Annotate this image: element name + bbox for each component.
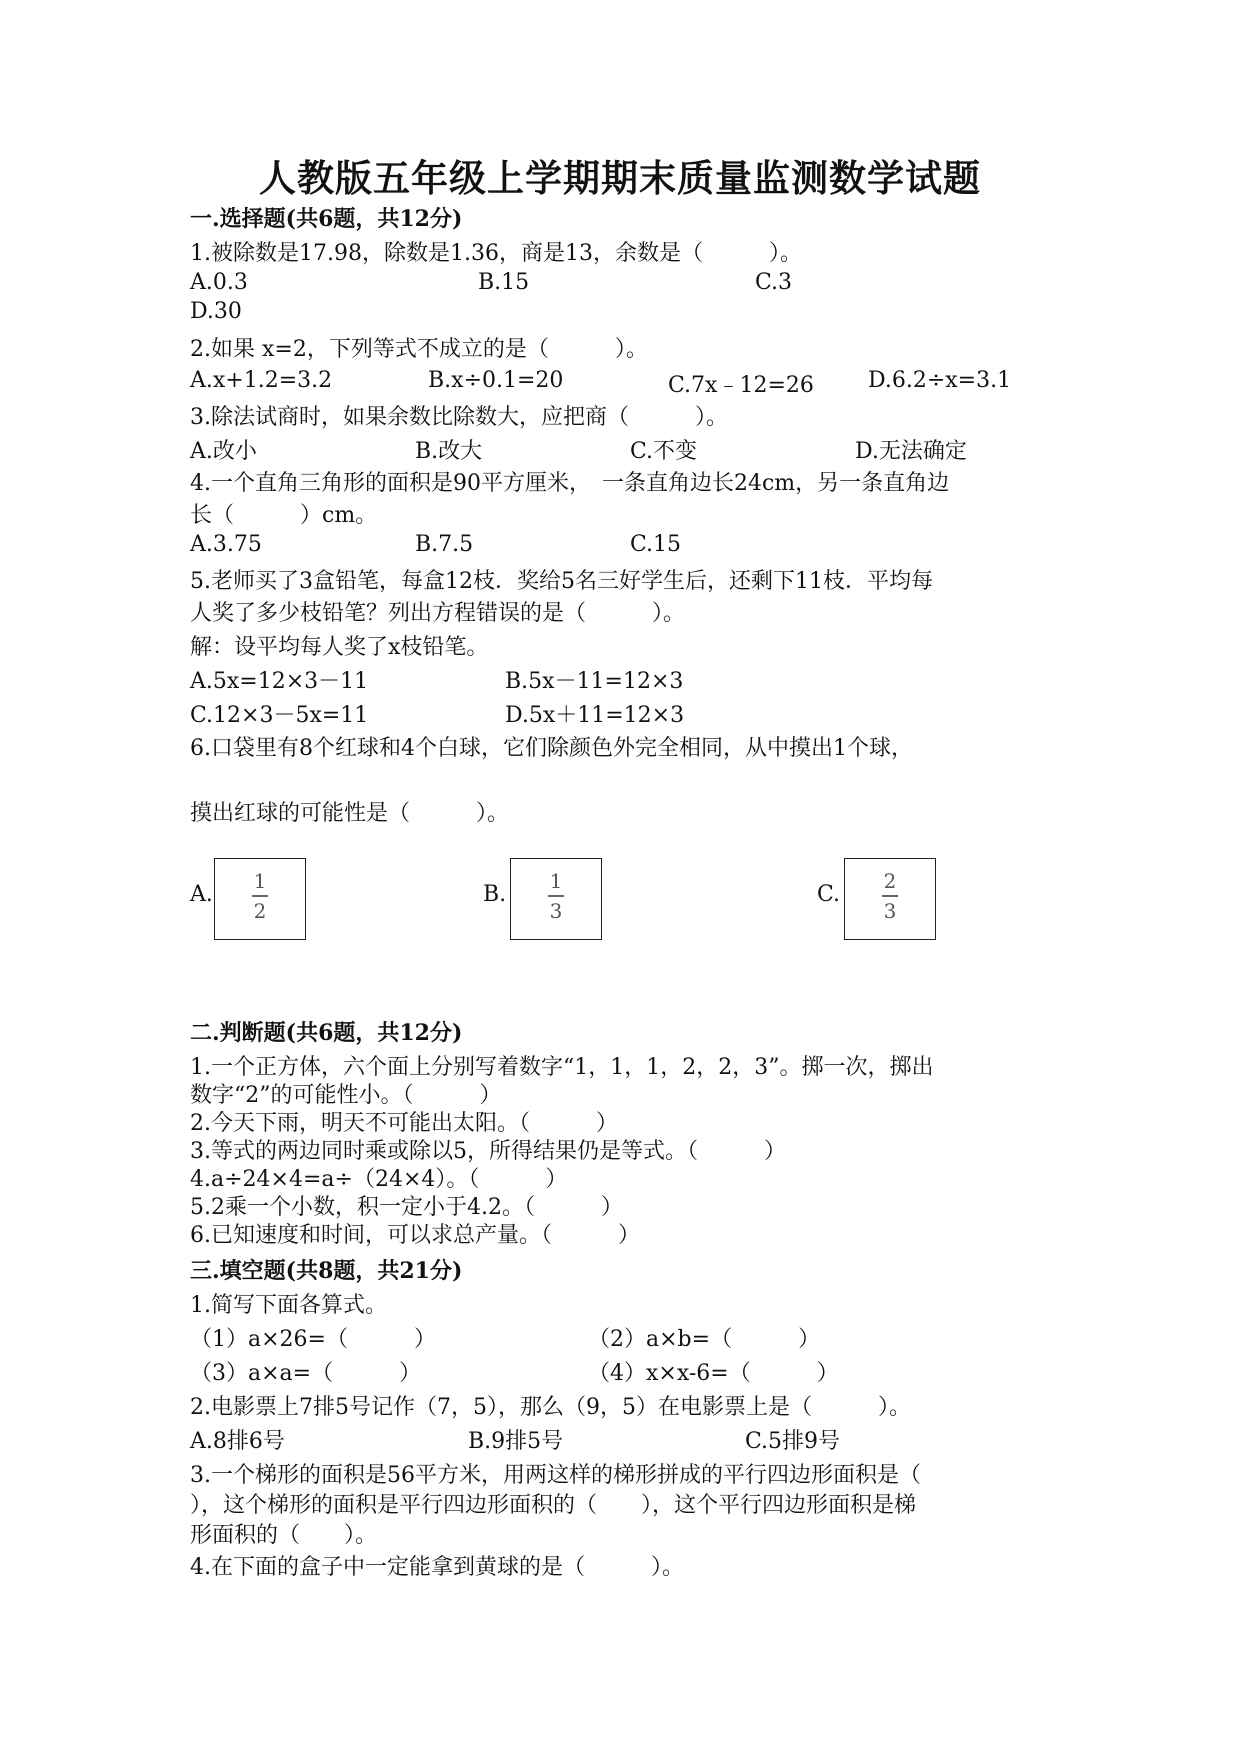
fill-question-4-stem: 4.在下面的盒子中一定能拿到黄球的是（ ）。 — [190, 1555, 684, 1580]
q6-option-b-label: B. — [483, 882, 507, 907]
judgement-line: 数字“2”的可能性小。（ ） — [190, 1083, 502, 1108]
judgement-line: 6.已知速度和时间，可以求总产量。（ ） — [190, 1223, 640, 1248]
judgement-line: 4.a÷24×4=a÷（24×4）。（ ） — [190, 1167, 568, 1192]
q2-option-d: D.6.2÷x=3.1 — [868, 368, 1012, 393]
q6-option-c-fraction-box — [844, 858, 936, 940]
fill-q2-option-b: B.9排5号 — [468, 1429, 564, 1454]
q2-option-b: B.x÷0.1=20 — [428, 368, 564, 393]
question-3-stem: 3.除法试商时，如果余数比除数大，应把商（ ）。 — [190, 405, 728, 430]
fill-question-1-stem: 1.简写下面各算式。 — [190, 1293, 387, 1318]
fraction-denominator: 3 — [883, 898, 897, 923]
q3-option-d: D.无法确定 — [855, 439, 967, 464]
judgement-line: 3.等式的两边同时乘或除以5，所得结果仍是等式。（ ） — [190, 1139, 786, 1164]
question-4-stem-line2: 长（ ）cm。 — [190, 503, 378, 528]
fraction-denominator: 3 — [549, 898, 563, 923]
q1-option-b: B.15 — [478, 270, 530, 295]
fill-q2-option-c: C.5排9号 — [745, 1429, 841, 1454]
question-2-stem: 2.如果 x=2，下列等式不成立的是（ ）。 — [190, 337, 648, 362]
question-4-stem-line1: 4.一个直角三角形的面积是90平方厘米， 一条直角边长24cm，另一条直角边 — [190, 471, 950, 496]
question-6-stem-line2: 摸出红球的可能性是（ ）。 — [190, 801, 510, 826]
fill-q1-item-1: （1）a×26=（ ） — [190, 1327, 436, 1352]
fill-q2-option-a: A.8排6号 — [190, 1429, 285, 1454]
q4-option-a: A.3.75 — [190, 532, 262, 557]
fill-question-3-line: ），这个梯形的面积是平行四边形面积的（ ），这个平行四边形面积是梯 — [190, 1493, 917, 1518]
q6-option-a-fraction-box — [214, 858, 306, 940]
section-heading-choice: 一.选择题(共6题，共12分) — [190, 206, 463, 232]
q6-option-c-label: C. — [817, 882, 841, 907]
q1-option-d: D.30 — [190, 299, 242, 324]
judgement-line: 1.一个正方体，六个面上分别写着数字“1，1，1，2，2，3”。掷一次，掷出 — [190, 1055, 934, 1080]
fill-question-3-line: 形面积的（ ）。 — [190, 1523, 378, 1548]
fraction-bar — [882, 895, 898, 897]
fill-q1-item-2: （2）a×b=（ ） — [588, 1327, 821, 1352]
fill-question-3-line: 3.一个梯形的面积是56平方米，用两这样的梯形拼成的平行四边形面积是（ — [190, 1463, 921, 1488]
fraction-denominator: 2 — [253, 898, 267, 923]
q2-option-a: A.x+1.2=3.2 — [190, 368, 333, 393]
question-1-stem: 1.被除数是17.98，除数是1.36，商是13，余数是（ ）。 — [190, 241, 802, 266]
judgement-line: 5.2乘一个小数，积一定小于4.2。（ ） — [190, 1195, 623, 1220]
fraction-numerator: 2 — [883, 869, 897, 893]
question-5-stem-line1: 5.老师买了3盒铅笔，每盒12枝．奖给5名三好学生后，还剩下11枝．平均每 — [190, 569, 933, 594]
section-heading-fill-blank: 三.填空题(共8题，共21分) — [190, 1258, 463, 1284]
q1-option-a: A.0.3 — [190, 270, 248, 295]
fill-question-2-stem: 2.电影票上7排5号记作（7，5），那么（9，5）在电影票上是（ ）。 — [190, 1395, 911, 1420]
question-5-stem-line2: 人奖了多少枝铅笔？列出方程错误的是（ ）。 — [190, 601, 686, 626]
q5-option-b: B.5x－11=12×3 — [505, 669, 684, 694]
q6-option-b-fraction-box — [510, 858, 602, 940]
section-heading-judgement: 二.判断题(共6题，共12分) — [190, 1020, 463, 1046]
fraction-numerator: 1 — [549, 869, 563, 893]
q3-option-a: A.改小 — [190, 439, 257, 464]
q4-option-c: C.15 — [630, 532, 682, 557]
page-title: 人教版五年级上学期期末质量监测数学试题 — [259, 156, 981, 200]
judgement-line: 2.今天下雨，明天不可能出太阳。（ ） — [190, 1111, 618, 1136]
question-5-solution: 解：设平均每人奖了x枝铅笔。 — [190, 635, 489, 660]
q2-option-c: C.7x﹣12=26 — [668, 373, 814, 398]
fraction-bar — [252, 895, 268, 897]
q4-option-b: B.7.5 — [415, 532, 474, 557]
q5-option-c: C.12×3－5x=11 — [190, 703, 369, 728]
q3-option-c: C.不变 — [630, 439, 698, 464]
question-6-stem-line1: 6.口袋里有8个红球和4个白球，它们除颜色外完全相同，从中摸出1个球， — [190, 736, 913, 761]
q5-option-a: A.5x=12×3－11 — [190, 669, 369, 694]
fraction-numerator: 1 — [253, 869, 267, 893]
fill-q1-item-4: （4）x×x-6=（ ） — [588, 1361, 839, 1386]
fraction-bar — [548, 895, 564, 897]
q5-option-d: D.5x＋11=12×3 — [505, 703, 685, 728]
fill-q1-item-3: （3）a×a=（ ） — [190, 1361, 422, 1386]
q6-option-a-label: A. — [190, 882, 213, 907]
q1-option-c: C.3 — [755, 270, 793, 295]
q3-option-b: B.改大 — [415, 439, 483, 464]
